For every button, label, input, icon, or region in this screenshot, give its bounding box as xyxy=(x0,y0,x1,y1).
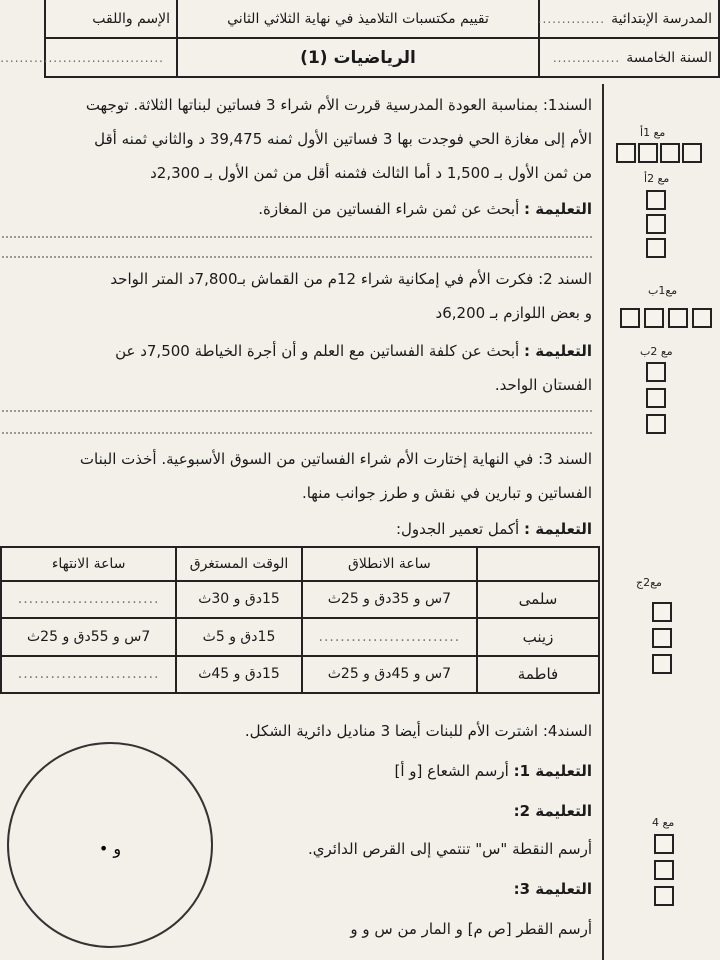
criterion-label-2c: مع2ج xyxy=(636,576,662,589)
answer-line[interactable] xyxy=(2,236,592,238)
score-box[interactable] xyxy=(692,308,712,328)
circle-drawing[interactable] xyxy=(5,740,215,950)
header-school-column xyxy=(538,0,718,76)
ex3-line2: الفساتين و تبارين في نقش و طرز جوانب منها. xyxy=(301,484,592,502)
ex1-instruction-label: التعليمة : xyxy=(524,200,592,218)
name-dots: .................................. xyxy=(0,50,164,65)
score-box[interactable] xyxy=(646,190,666,210)
ex1-line2: الأم إلى مغازة الحي فوجدت بها 3 فساتين الأول ثمنه 39,475 د والثاني ثمنه أقل xyxy=(94,130,592,148)
table-row xyxy=(1,581,599,618)
criterion-label-1b: مع1ب xyxy=(648,284,678,297)
ex1-instruction xyxy=(2,194,592,224)
ex4-line1: السند4: اشترت الأم للبنات أيضا 3 مناديل دائرية الشكل. xyxy=(244,722,592,740)
year-field xyxy=(540,37,718,76)
table-header-cell: ساعة الانتهاء xyxy=(1,547,176,581)
header-title-column xyxy=(176,0,538,76)
name-label: الإسم واللقب xyxy=(92,10,170,27)
score-box[interactable] xyxy=(668,308,688,328)
exam-header xyxy=(0,0,720,78)
score-box[interactable] xyxy=(652,602,672,622)
score-box[interactable] xyxy=(646,362,666,382)
school-field[interactable] xyxy=(537,0,718,37)
criterion-label-1a: مع 1أ xyxy=(640,126,666,139)
margin-divider xyxy=(602,84,604,960)
score-box[interactable] xyxy=(644,308,664,328)
ex4-instruction3-label-text: التعليمة 3: xyxy=(513,880,592,898)
year-label: السنة الخامسة xyxy=(626,49,712,66)
score-box[interactable] xyxy=(652,628,672,648)
start-cell: 7س و 45دق و 25ث xyxy=(302,656,477,693)
school-dots: .............. xyxy=(537,11,606,26)
ex1-line3: من ثمن الأول بـ 1,500 د أما الثالث فثمنه أقل من ثمن الأول بـ 2,300د xyxy=(150,164,592,182)
answer-line[interactable] xyxy=(2,410,592,412)
name-field[interactable] xyxy=(0,37,176,76)
start-cell: 7س و 35دق و 25ث xyxy=(302,581,477,618)
score-box[interactable] xyxy=(660,143,680,163)
criterion-label-2b: مع 2ب xyxy=(640,345,673,358)
ex2-line1: السند 2: فكرت الأم في إمكانية شراء 12م من القماش بـ7,800د المتر الواحد xyxy=(110,270,592,288)
table-header-row xyxy=(1,547,599,581)
header-name-column xyxy=(0,0,176,76)
table-header-cell xyxy=(477,547,599,581)
ex4-instruction2-text: أرسم النقطة "س" تنتمي إلى القرص الدائري. xyxy=(308,840,592,858)
score-box[interactable] xyxy=(646,214,666,234)
ex2-instruction xyxy=(2,336,592,366)
criterion-label-4: مع 4 xyxy=(652,816,675,829)
answer-line[interactable] xyxy=(2,432,592,434)
ex2-instruction-text: أبحث عن كلفة الفساتين مع العلم و أن أجرة الخياطة 7,500د عن xyxy=(115,342,520,360)
ex3-instruction xyxy=(2,514,592,544)
end-cell: 7س و 55دق و 25ث xyxy=(1,618,176,655)
table-header-cell: الوقت المستغرق xyxy=(176,547,301,581)
criterion-label-2a: مع 2أ xyxy=(644,172,670,185)
answer-line[interactable] xyxy=(2,256,592,258)
score-box[interactable] xyxy=(646,238,666,258)
table-row xyxy=(1,656,599,693)
ex2-line2: و بعض اللوازم بـ 6,200د xyxy=(435,304,592,322)
ex3-line1: السند 3: في النهاية إختارت الأم شراء الفساتين من السوق الأسبوعية. أخذت البنات xyxy=(79,450,592,468)
start-cell[interactable]: .......................... xyxy=(302,618,477,655)
row-name: سلمى xyxy=(477,581,599,618)
table-row xyxy=(1,618,599,655)
score-box[interactable] xyxy=(654,886,674,906)
ex4-instruction2-label-text: التعليمة 2: xyxy=(513,802,592,820)
school-label: المدرسة الإبتدائية xyxy=(611,10,712,27)
score-box[interactable] xyxy=(620,308,640,328)
year-dots: .............. xyxy=(552,50,621,65)
duration-cell: 15دق و 5ث xyxy=(176,618,301,655)
score-box[interactable] xyxy=(682,143,702,163)
score-box[interactable] xyxy=(616,143,636,163)
exam-subject: الرياضيات (1) xyxy=(178,37,538,76)
score-box[interactable] xyxy=(638,143,658,163)
score-box[interactable] xyxy=(654,834,674,854)
exam-title: تقييم مكتسبات التلاميذ في نهاية الثلاثي الثاني xyxy=(227,10,489,27)
table-header-cell: ساعة الانطلاق xyxy=(302,547,477,581)
ex3-instruction-text: أكمل تعمير الجدول: xyxy=(395,520,520,538)
score-box[interactable] xyxy=(646,414,666,434)
score-box[interactable] xyxy=(652,654,672,674)
ex4-instruction1-text: أرسم الشعاع [و أ] xyxy=(394,762,509,780)
time-table xyxy=(0,546,600,694)
duration-cell: 15دق و 45ث xyxy=(176,656,301,693)
score-box[interactable] xyxy=(646,388,666,408)
ex4-instruction1-label: التعليمة 1: xyxy=(513,762,592,780)
row-name: فاطمة xyxy=(477,656,599,693)
ex4-instruction3-text: أرسم القطر [ص م] و المار من س و و xyxy=(350,920,592,938)
circle-center-label: • و xyxy=(98,839,122,858)
end-cell[interactable]: .......................... xyxy=(1,581,176,618)
ex2-instruction-line2: الفستان الواحد. xyxy=(494,376,592,394)
ex1-line1: السند1: بمناسبة العودة المدرسية قررت الأم شراء 3 فساتين لبناتها الثلاثة. توجهت xyxy=(85,96,592,114)
row-name: زينب xyxy=(477,618,599,655)
duration-cell: 15دق و 30ث xyxy=(176,581,301,618)
ex3-instruction-label: التعليمة : xyxy=(524,520,592,538)
ex1-instruction-text: أبحث عن ثمن شراء الفساتين من المغازة. xyxy=(258,200,520,218)
score-box[interactable] xyxy=(654,860,674,880)
ex2-instruction-label: التعليمة : xyxy=(524,342,592,360)
end-cell[interactable]: .......................... xyxy=(1,656,176,693)
